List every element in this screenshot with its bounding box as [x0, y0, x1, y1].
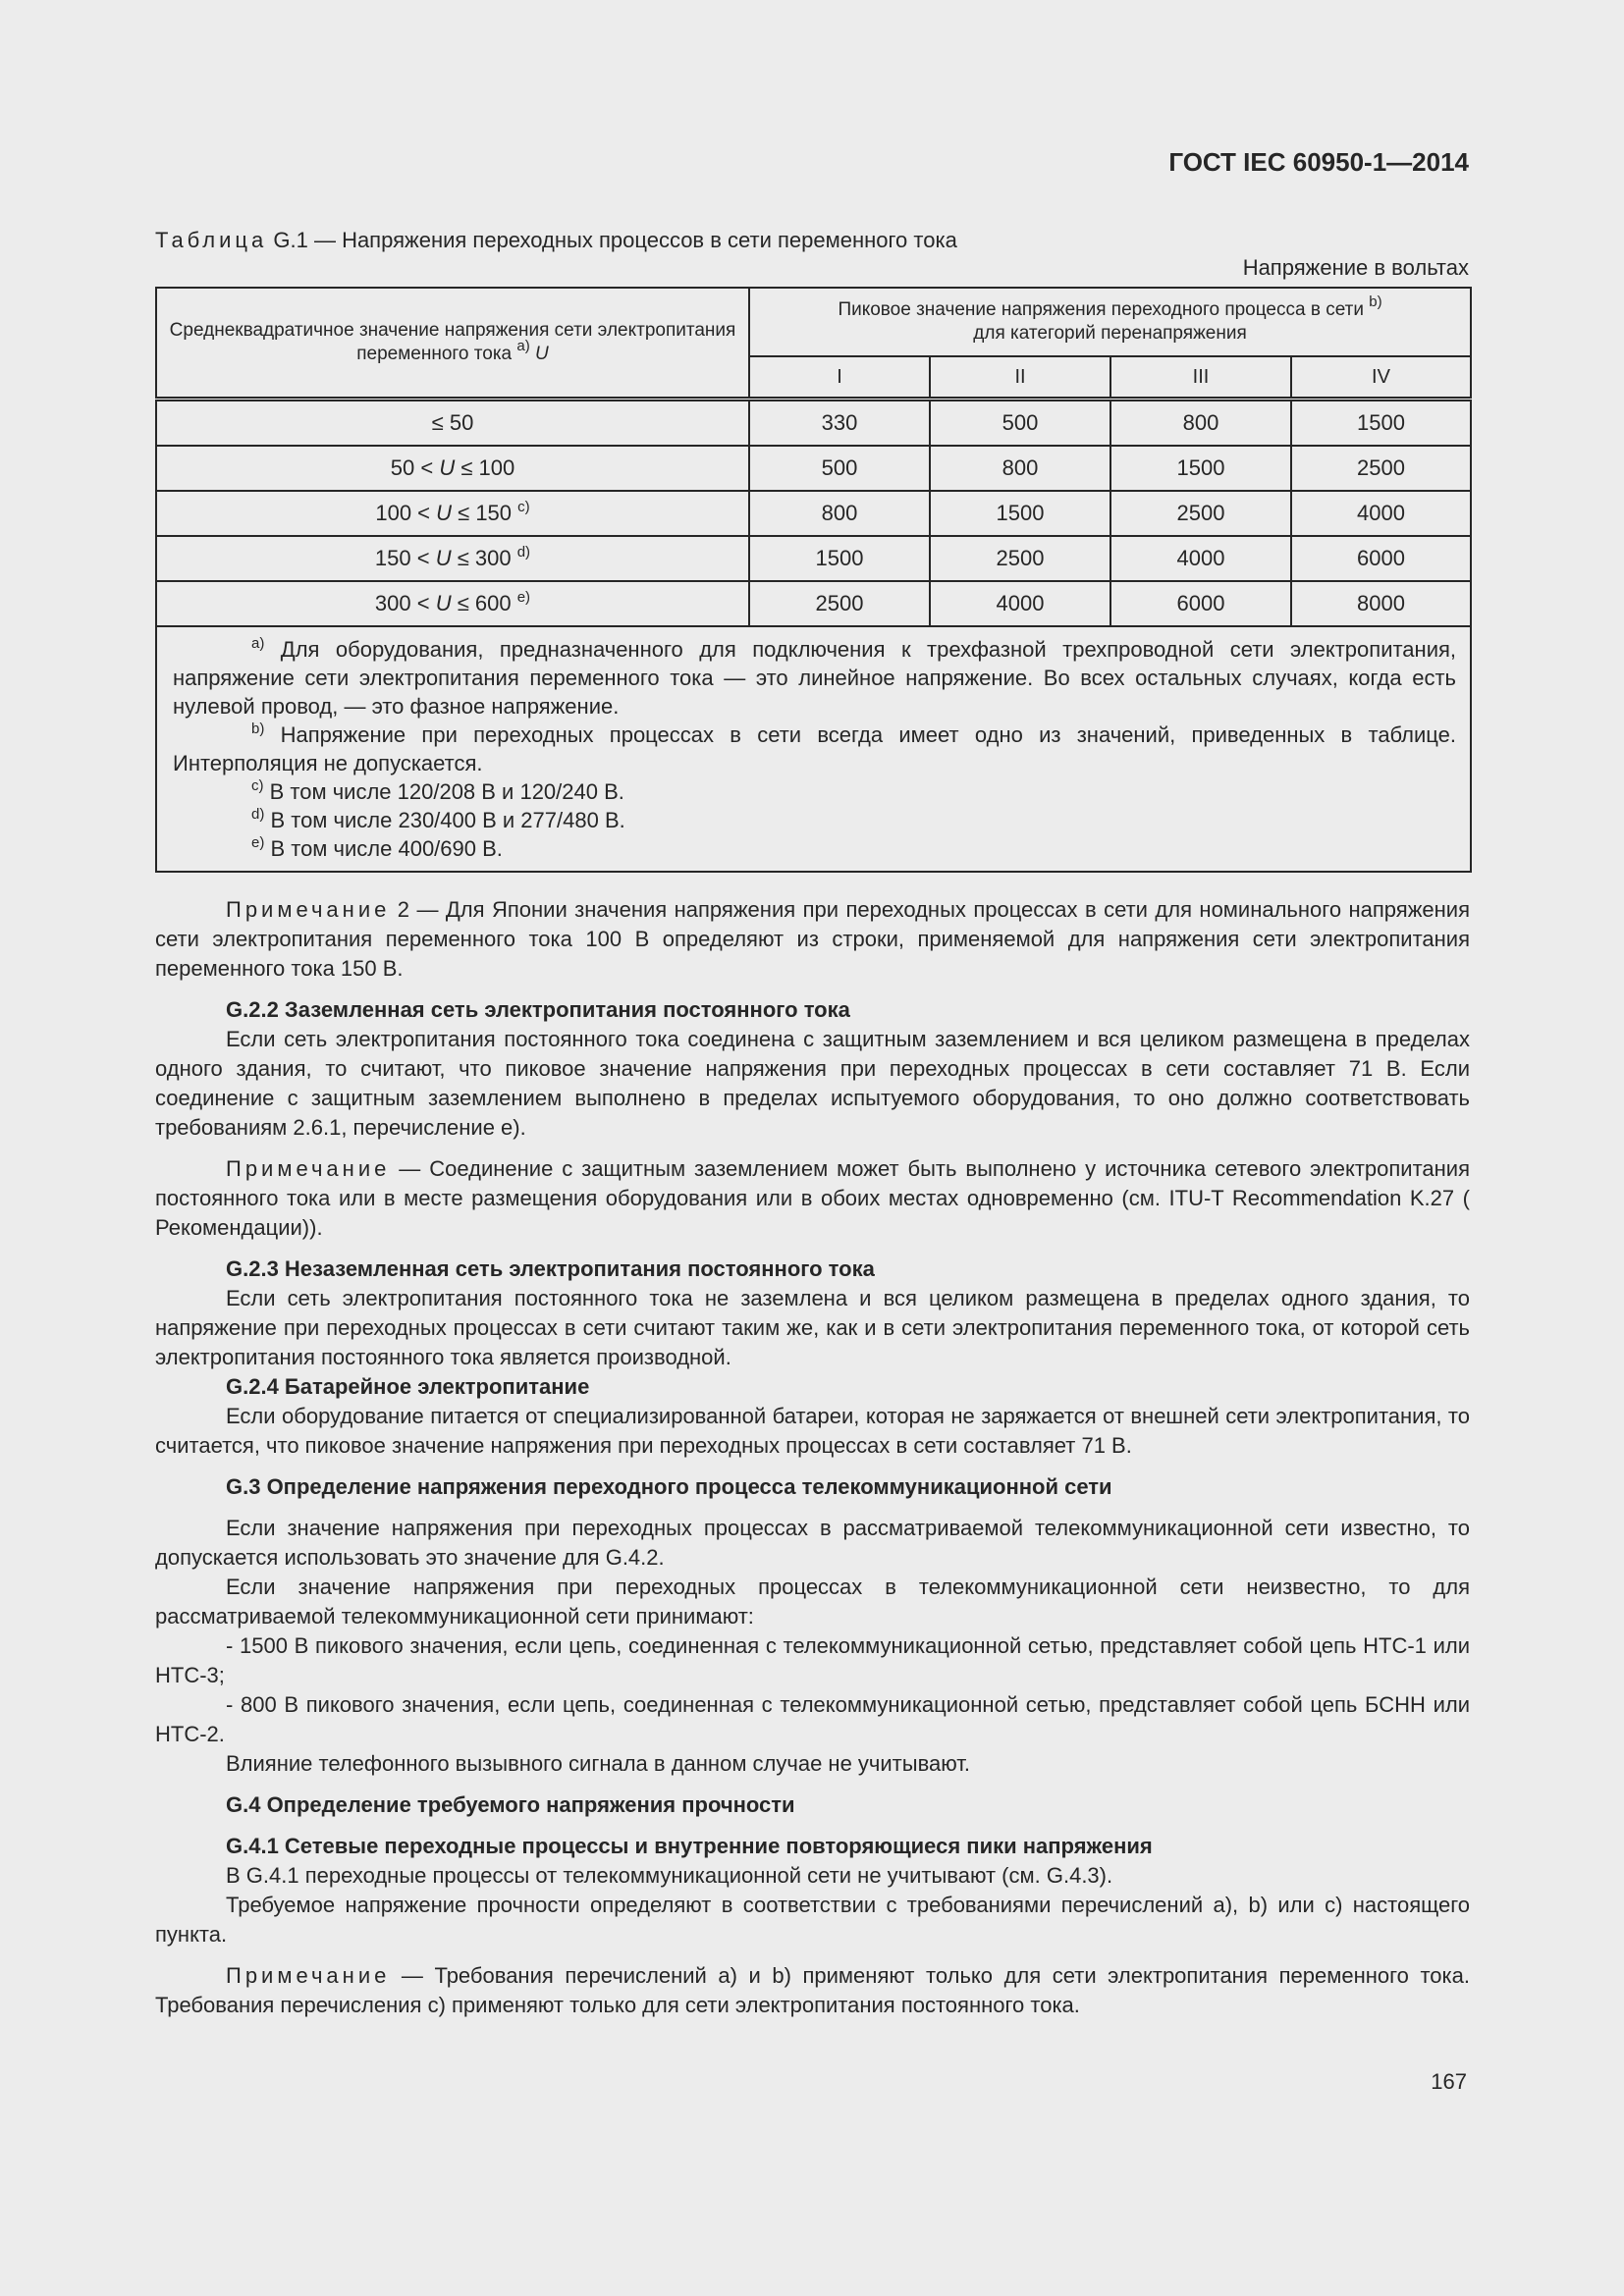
value-cell: 1500	[1110, 446, 1291, 491]
value-cell: 2500	[930, 536, 1110, 581]
value-cell: 800	[930, 446, 1110, 491]
footnote: $^{e)}$ В том числе 400/690 В.	[251, 834, 503, 861]
table-row	[156, 400, 1471, 447]
transient-voltage-table	[155, 287, 1472, 873]
table-row	[156, 581, 1471, 626]
category-header: I	[749, 356, 930, 400]
category-header: II	[930, 356, 1110, 400]
paragraph: В G.4.1 переходные процессы от телекоммуникационной сети не учитывают (см. G.4.3).	[226, 1863, 1113, 1888]
footnote: $^{d)}$ В том числе 230/400 В и 277/480 В.	[251, 806, 625, 832]
peak-voltage-header: Пиковое значение напряжения переходного процесса в сети $^{b)}$ для категорий перенапряжения	[749, 288, 1471, 356]
value-cell: 2500	[1110, 491, 1291, 536]
value-cell: 4000	[1291, 491, 1471, 536]
category-header: III	[1110, 356, 1291, 400]
voltage-range-cell: ≤ 50	[156, 400, 749, 447]
table-caption	[155, 228, 957, 253]
table-caption-text: G.1 — Напряжения переходных процессов в сети переменного тока	[267, 228, 957, 252]
voltage-range-cell: 150 < U ≤ 300 $^{d)}$	[156, 536, 749, 581]
footnote: $^{a)}$ Для оборудования, предназначенного для подключения к трехфазной трехпроводной сети электропитания, напряжение сети электропитания переменного тока — это линейное напряжение. Во всех остальных случаях, когда есть нулевой провод, — это фазное напряжение.	[173, 635, 1457, 719]
document-header: ГОСТ IEC 60950-1—2014	[1168, 147, 1469, 177]
voltage-range-cell: 300 < U ≤ 600 $^{e)}$	[156, 581, 749, 626]
voltage-range-cell: 100 < U ≤ 150 $^{c)}$	[156, 491, 749, 536]
paragraph: Влияние телефонного вызывного сигнала в данном случае не учитывают.	[226, 1751, 971, 1776]
section-heading: G.2.4 Батарейное электропитание	[226, 1374, 590, 1399]
value-cell: 6000	[1291, 536, 1471, 581]
list-item: - 1500 В пикового значения, если цепь, соединенная с телекоммуникационной сетью, представляет собой цепь НТС-1 или НТС-3;	[155, 1633, 1470, 1687]
paragraph: Если оборудование питается от специализированной батареи, которая не заряжается от внешней сети электропитания, то считается, что пиковое значение напряжения при переходных процессах в сети составляет 71 В.	[155, 1404, 1470, 1458]
voltage-range-cell: 50 < U ≤ 100	[156, 446, 749, 491]
section-heading: G.2.2 Заземленная сеть электропитания постоянного тока	[226, 997, 850, 1022]
paragraph: Если сеть электропитания постоянного тока не заземлена и вся целиком размещена в пределах одного здания, то напряжение при переходных процессах в сети считают таким же, как и в сети электропитания переменного тока, от которой сеть электропитания постоянного тока является производной.	[155, 1286, 1470, 1369]
table-row	[156, 446, 1471, 491]
footnote: $^{b)}$ Напряжение при переходных процессах в сети всегда имеет одно из значений, приведенных в таблице. Интерполяция не допускается.	[173, 721, 1457, 775]
value-cell: 800	[1110, 400, 1291, 447]
paragraph: Если значение напряжения при переходных процессах в телекоммуникационной сети неизвестно, то для рассматриваемой телекоммуникационной сети принимают:	[155, 1575, 1470, 1629]
value-cell: 2500	[749, 581, 930, 626]
paragraph: Если значение напряжения при переходных процессах в рассматриваемой телекоммуникационной сети известно, то допускается использовать это значение для G.4.2.	[155, 1516, 1470, 1570]
value-cell: 1500	[749, 536, 930, 581]
paragraph: Если сеть электропитания постоянного тока соединена с защитным заземлением и вся целиком размещена в пределах одного здания, то считают, что пиковое значение напряжения при переходных процессах в сети составляет 71 В. Если соединение с защитным заземлением выполнено в пределах испытуемого оборудования, то оно должно соответствовать требованиям 2.6.1, перечисление е).	[155, 1027, 1470, 1140]
table-caption-label: Таблица	[155, 228, 268, 252]
value-cell: 8000	[1291, 581, 1471, 626]
rms-voltage-header: Среднеквадратичное значение напряжения сети электропитания переменного тока $^{a)}$ U	[156, 288, 749, 400]
note-paragraph: Примечание 2 — Для Японии значения напряжения при переходных процессах в сети для номинального напряжения сети электропитания переменного тока 100 В определяют из строки, применяемой для напряжения сети электропитания переменного тока 150 В.	[155, 897, 1470, 981]
document-body	[155, 895, 1470, 2020]
value-cell: 1500	[930, 491, 1110, 536]
value-cell: 1500	[1291, 400, 1471, 447]
note-paragraph: Примечание — Соединение с защитным заземлением может быть выполнено у источника сетевого электропитания постоянного тока или в месте размещения оборудования или в обоих местах одновременно (см. ITU-T Recommendation K.27 ( Рекомендации)).	[155, 1156, 1470, 1240]
paragraph: Требуемое напряжение прочности определяют в соответствии с требованиями перечислений a), b) или c) настоящего пункта.	[155, 1893, 1470, 1947]
value-cell: 330	[749, 400, 930, 447]
category-header: IV	[1291, 356, 1471, 400]
footnote: $^{c)}$ В том числе 120/208 В и 120/240 В.	[251, 777, 624, 804]
table-row	[156, 491, 1471, 536]
table-row	[156, 536, 1471, 581]
note-paragraph: Примечание — Требования перечислений a) и b) применяют только для сети электропитания переменного тока. Требования перечисления c) применяют только для сети электропитания постоянного тока.	[155, 1963, 1470, 2017]
value-cell: 4000	[1110, 536, 1291, 581]
table-footnotes	[156, 626, 1471, 872]
value-cell: 4000	[930, 581, 1110, 626]
section-heading: G.4.1 Сетевые переходные процессы и внутренние повторяющиеся пики напряжения	[226, 1834, 1153, 1858]
value-cell: 800	[749, 491, 930, 536]
section-heading: G.4 Определение требуемого напряжения прочности	[226, 1792, 795, 1817]
page-number: 167	[1431, 2069, 1467, 2094]
section-heading: G.2.3 Незаземленная сеть электропитания постоянного тока	[226, 1256, 875, 1281]
table-units: Напряжение в вольтах	[1242, 255, 1469, 280]
value-cell: 6000	[1110, 581, 1291, 626]
list-item: - 800 В пикового значения, если цепь, соединенная с телекоммуникационной сетью, представляет собой цепь БСНН или НТС-2.	[155, 1692, 1470, 1746]
section-heading: G.3 Определение напряжения переходного процесса телекоммуникационной сети	[226, 1474, 1112, 1499]
value-cell: 2500	[1291, 446, 1471, 491]
value-cell: 500	[749, 446, 930, 491]
value-cell: 500	[930, 400, 1110, 447]
